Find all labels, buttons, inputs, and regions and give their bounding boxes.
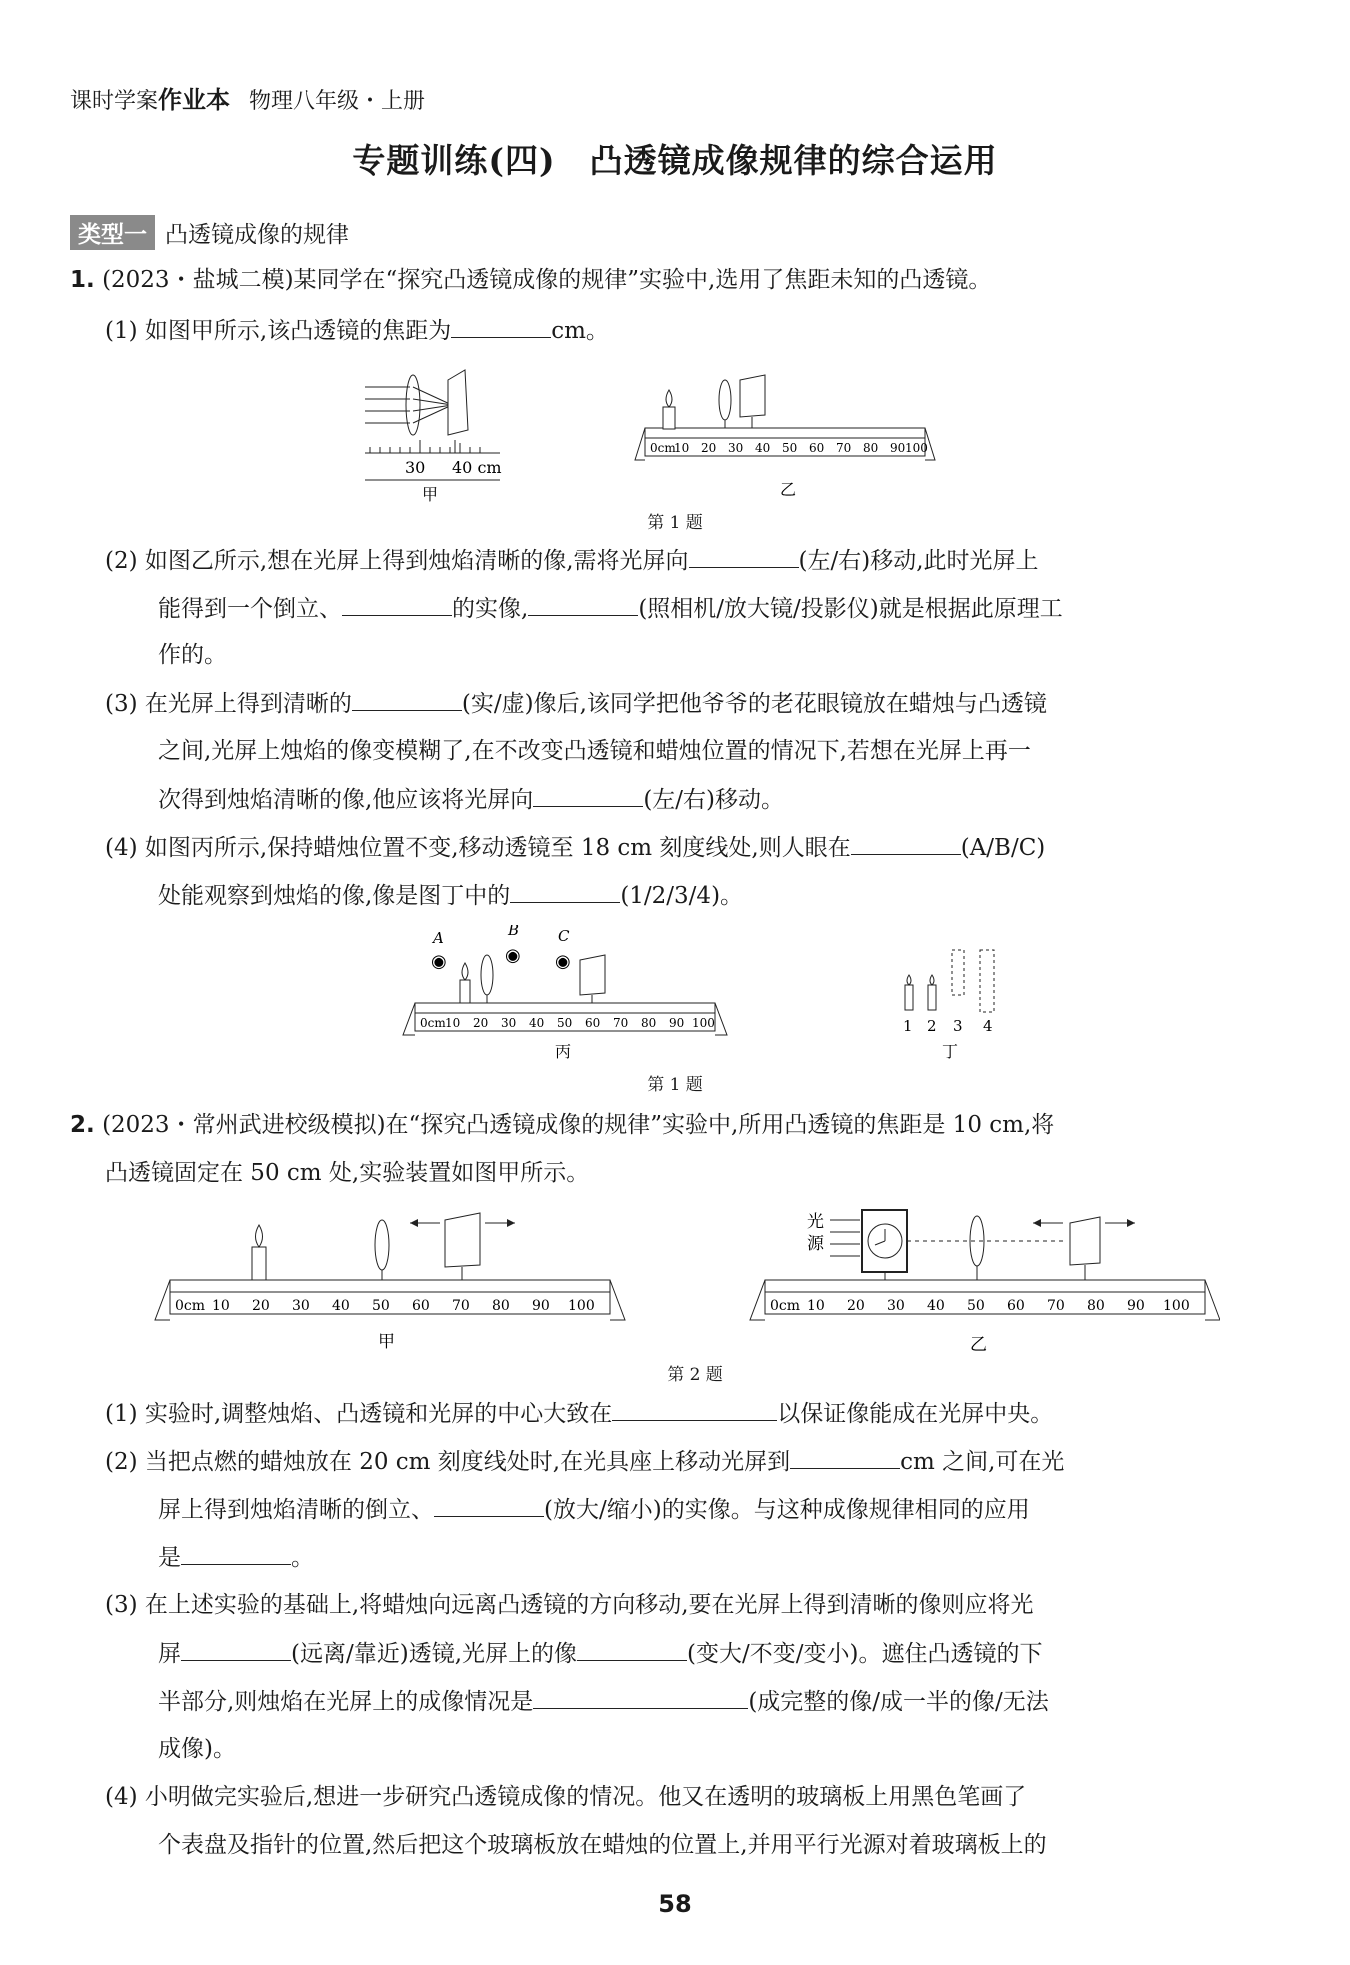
- scale-label: 10: [807, 1298, 825, 1314]
- eye-label-a: A: [433, 929, 444, 947]
- jia-tick-30: 30: [405, 458, 426, 477]
- q1-p4-text: 处能观察到烛焰的像,像是图丁中的: [158, 883, 511, 909]
- scale-label: 0cm: [420, 1016, 446, 1030]
- answer-blank[interactable]: [851, 832, 961, 855]
- scale-label: 50: [557, 1016, 573, 1030]
- eye-icon: ◉: [555, 951, 571, 972]
- page-title: 专题训练(四) 凸透镜成像规律的综合运用: [352, 141, 998, 180]
- scale-label: 90: [890, 441, 906, 455]
- q1-p4-text: (1/2/3/4)。: [620, 883, 744, 909]
- scale-label: 10: [445, 1016, 461, 1030]
- answer-blank[interactable]: [342, 593, 452, 616]
- scale-label: 70: [452, 1298, 470, 1314]
- q2-p2-text: (放大/缩小)的实像。与这种成像规律相同的应用: [544, 1497, 1030, 1523]
- answer-blank[interactable]: [528, 593, 638, 616]
- q2-p1-text: (1) 实验时,调整烛焰、凸透镜和光屏的中心大致在: [105, 1401, 613, 1427]
- scale-label: 100: [692, 1016, 715, 1030]
- q2-p3-text: (变大/不变/变小)。遮住凸透镜的下: [687, 1641, 1043, 1667]
- figure-caption: 第 1 题: [647, 513, 703, 533]
- figure-bing: [403, 925, 727, 1061]
- q2-part3: (3) 在上述实验的基础上,将蜡烛向远离凸透镜的方向移动,要在光屏上得到清晰的像则应将光: [105, 1592, 1034, 1618]
- scale-label: 50: [782, 441, 798, 455]
- fig2-jia-label: 甲: [378, 1332, 395, 1352]
- q1-part2-cont: [158, 593, 1063, 625]
- q2-part2-cont: [158, 1494, 1030, 1526]
- answer-blank[interactable]: [352, 688, 462, 711]
- light-source-label: 光: [807, 1212, 824, 1232]
- figure-1-jia-yi: [360, 365, 1040, 510]
- q1-p2-text: (照相机/放大镜/投影仪)就是根据此原理工: [638, 596, 1063, 622]
- section-tag: 类型一: [70, 215, 155, 250]
- q2-p2-text: 是: [158, 1545, 181, 1571]
- q2-p3-text: (远离/靠近)透镜,光屏上的像: [291, 1641, 578, 1667]
- q1-p3-text: (实/虚)像后,该同学把他爷爷的老花眼镜放在蜡烛与凸透镜: [461, 691, 1047, 717]
- scale-label: 80: [492, 1298, 510, 1314]
- figure-ding: [903, 950, 994, 1061]
- ding-num: 4: [983, 1017, 993, 1035]
- scale-label: 0cm: [650, 441, 676, 455]
- q2-stem-cont: 凸透镜固定在 50 cm 处,实验装置如图甲所示。: [105, 1160, 590, 1186]
- answer-blank[interactable]: [434, 1494, 544, 1517]
- q2-part4: (4) 小明做完实验后,想进一步研究凸透镜成像的情况。他又在透明的玻璃板上用黑色笔画了: [105, 1784, 1027, 1810]
- ding-label: 丁: [942, 1042, 959, 1061]
- bing-label: 丙: [555, 1042, 572, 1061]
- q2-part4-cont: 个表盘及指针的位置,然后把这个玻璃板放在蜡烛的位置上,并用平行光源对着玻璃板上的: [158, 1832, 1047, 1858]
- page-header: [70, 80, 425, 115]
- q1-p2-text: 的实像,: [452, 596, 529, 622]
- scale-label: 30: [887, 1298, 905, 1314]
- answer-blank[interactable]: [790, 1446, 900, 1469]
- ding-num: 3: [953, 1017, 963, 1035]
- scale-label: 60: [1007, 1298, 1025, 1314]
- q2-p3-text: 半部分,则烛焰在光屏上的成像情况是: [158, 1689, 534, 1715]
- scale-label: 80: [641, 1016, 657, 1030]
- scale-label: 20: [473, 1016, 489, 1030]
- answer-blank[interactable]: [181, 1638, 291, 1661]
- figure-jia: [365, 370, 502, 504]
- scale-label: 60: [809, 441, 825, 455]
- figure-yi: [635, 375, 935, 499]
- ding-num: 2: [927, 1017, 937, 1035]
- scale-label: 100: [905, 441, 928, 455]
- scale-label: 100: [568, 1298, 595, 1314]
- figure-2-yi: [750, 1210, 1220, 1355]
- scale-label: 80: [863, 441, 879, 455]
- scale-label: 0cm: [770, 1298, 801, 1314]
- eye-icon: ◉: [431, 951, 447, 972]
- q2-p1-text: 以保证像能成在光屏中央。: [777, 1401, 1054, 1427]
- scale-label: 20: [252, 1298, 270, 1314]
- scale-label: 10: [674, 441, 690, 455]
- eye-icon: ◉: [505, 945, 521, 966]
- scale-label: 40: [927, 1298, 945, 1314]
- scale-label: 30: [501, 1016, 517, 1030]
- answer-blank[interactable]: [510, 880, 620, 903]
- scale-label: 50: [372, 1298, 390, 1314]
- figure-caption: 第 2 题: [667, 1365, 723, 1385]
- scale-label: 70: [836, 441, 852, 455]
- q1-p4-text: (4) 如图丙所示,保持蜡烛位置不变,移动透镜至 18 cm 刻度线处,则人眼在: [105, 835, 851, 861]
- scale-label: 0cm: [175, 1298, 206, 1314]
- q2-part2-end: [158, 1542, 314, 1574]
- answer-blank[interactable]: [612, 1398, 777, 1421]
- light-source-label: 源: [807, 1234, 824, 1254]
- section-heading: [70, 215, 349, 250]
- scale-label: 80: [1087, 1298, 1105, 1314]
- q1-part3-cont: 之间,光屏上烛焰的像变模糊了,在不改变凸透镜和蜡烛位置的情况下,若想在光屏上再一: [158, 738, 1031, 764]
- scale-label: 40: [332, 1298, 350, 1314]
- q2-p2-text: cm 之间,可在光: [900, 1449, 1065, 1475]
- q1-p3-text: (左/右)移动。: [643, 787, 785, 813]
- q1-part2-end: 作的。: [158, 642, 227, 668]
- ding-num: 1: [903, 1017, 913, 1035]
- figure-2: [150, 1205, 1220, 1355]
- scale-label: 70: [1047, 1298, 1065, 1314]
- jia-tick-40: 40 cm: [452, 458, 502, 477]
- scale-label: 60: [585, 1016, 601, 1030]
- q1-p2-text: (2) 如图乙所示,想在光屏上得到烛焰清晰的像,需将光屏向: [105, 548, 689, 574]
- answer-blank[interactable]: [533, 784, 643, 807]
- q2-part3-end: 成像)。: [158, 1736, 236, 1762]
- scale-label: 30: [292, 1298, 310, 1314]
- q1-number: 1.: [70, 267, 95, 293]
- scale-label: 20: [701, 441, 717, 455]
- q2-part2: [105, 1446, 1064, 1478]
- answer-blank[interactable]: [689, 545, 799, 568]
- answer-blank[interactable]: [533, 1686, 748, 1709]
- figure-1-bing-ding: [395, 925, 1035, 1065]
- fig2-yi-label: 乙: [970, 1335, 987, 1355]
- scale-label: 40: [755, 441, 771, 455]
- q2-stem: [70, 1110, 1054, 1141]
- q2-p2-text: (2) 当把点燃的蜡烛放在 20 cm 刻度线处时,在光具座上移动光屏到: [105, 1449, 791, 1475]
- answer-blank[interactable]: [451, 315, 551, 338]
- scale-label: 50: [967, 1298, 985, 1314]
- page-number: 58: [658, 1890, 692, 1918]
- header-brand: 作业本: [158, 86, 231, 114]
- scale-label: 90: [1127, 1298, 1145, 1314]
- q2-p2-text: 。: [291, 1545, 314, 1571]
- q1-p2-text: (左/右)移动,此时光屏上: [798, 548, 1039, 574]
- q1-stem: [70, 265, 991, 296]
- answer-blank[interactable]: [577, 1638, 687, 1661]
- q2-p3-text: 屏: [158, 1641, 181, 1667]
- q1-part4: [105, 832, 1045, 864]
- scale-label: 10: [212, 1298, 230, 1314]
- answer-blank[interactable]: [181, 1542, 291, 1565]
- scale-label: 90: [669, 1016, 685, 1030]
- header-subject: 物理八年级・上册: [249, 89, 426, 114]
- scale-label: 30: [728, 441, 744, 455]
- q2-number: 2.: [70, 1112, 95, 1138]
- yi-label: 乙: [780, 480, 797, 499]
- q1-part2: [105, 545, 1039, 577]
- q1-p2-text: 能得到一个倒立、: [158, 596, 342, 622]
- scale-label: 100: [1163, 1298, 1190, 1314]
- q1-p1-text: (1) 如图甲所示,该凸透镜的焦距为: [105, 318, 452, 344]
- q1-p3-text: 次得到烛焰清晰的像,他应该将光屏向: [158, 787, 534, 813]
- q1-stem-text: (2023・盐城二模)某同学在“探究凸透镜成像的规律”实验中,选用了焦距未知的凸透镜。: [102, 267, 992, 293]
- q2-stem-text: (2023・常州武进校级模拟)在“探究凸透镜成像的规律”实验中,所用凸透镜的焦距是 10 cm,将: [102, 1112, 1055, 1138]
- figure-caption: 第 1 题: [647, 1075, 703, 1095]
- header-prefix: 课时学案: [70, 89, 159, 114]
- scale-label: 20: [847, 1298, 865, 1314]
- q2-part3-cont: [158, 1638, 1042, 1670]
- section-label: 凸透镜成像的规律: [165, 222, 349, 248]
- scale-label: 60: [412, 1298, 430, 1314]
- q2-part3-cont2: [158, 1686, 1049, 1718]
- q2-p3-text: (成完整的像/成一半的像/无法: [748, 1689, 1049, 1715]
- jia-label: 甲: [422, 485, 439, 504]
- q1-p1-unit: cm。: [551, 318, 609, 344]
- q1-part4-cont: [158, 880, 743, 912]
- q2-p2-text: 屏上得到烛焰清晰的倒立、: [158, 1497, 434, 1523]
- q1-part1: [105, 315, 609, 347]
- q2-part1: [105, 1398, 1053, 1430]
- q1-part3-end: [158, 784, 784, 816]
- q1-p4-text: (A/B/C): [960, 835, 1046, 861]
- scale-label: 40: [529, 1016, 545, 1030]
- scale-label: 70: [613, 1016, 629, 1030]
- q1-part3: [105, 688, 1047, 720]
- scale-label: 90: [532, 1298, 550, 1314]
- eye-label-c: C: [558, 927, 570, 945]
- figure-2-jia: [155, 1213, 625, 1352]
- eye-label-b: B: [508, 925, 520, 939]
- q1-p3-text: (3) 在光屏上得到清晰的: [105, 691, 352, 717]
